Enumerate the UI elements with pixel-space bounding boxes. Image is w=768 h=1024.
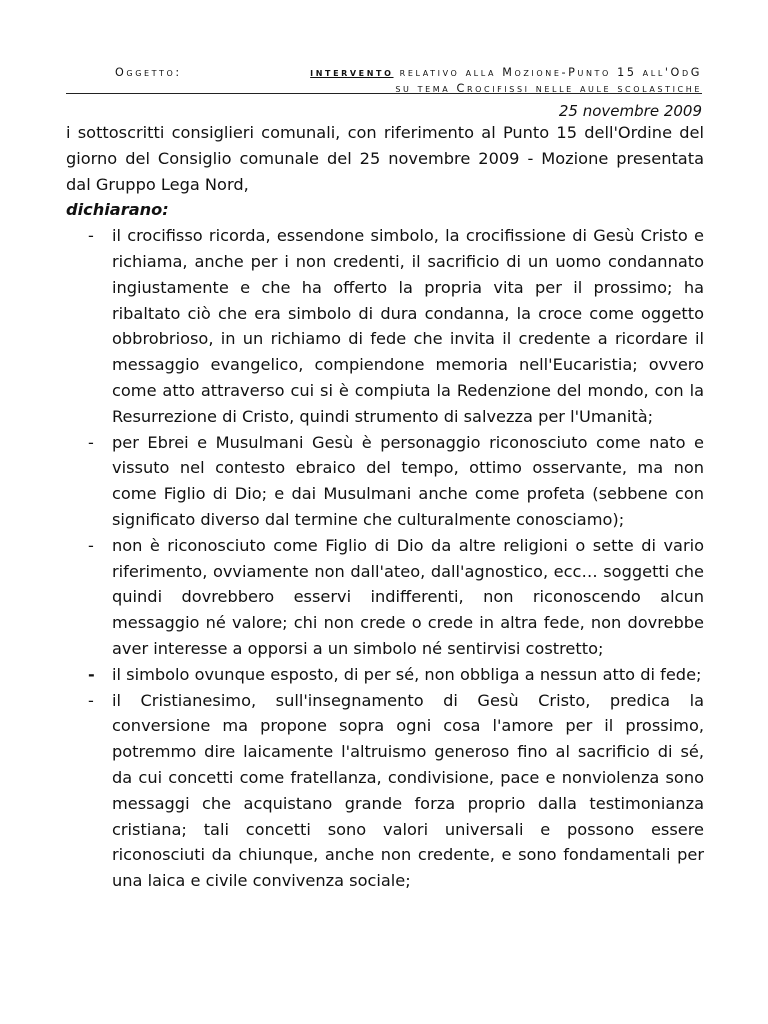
list-item-text: per Ebrei e Musulmani Gesù è personaggio riconosciuto come nato e vissuto nel contesto ebraico del tempo, ottimo osservante, ma non come Figlio di Dio; e dai Musulmani anche come profeta (sebbene con significato diverso dal termine che culturalmente conosciamo); [112,432,704,529]
subject-rest: relativo alla Mozione-Punto 15 all'OdG [393,66,702,79]
list-bullet: - [88,690,94,710]
subject-text [310,66,702,80]
list-item [66,430,704,533]
list-bullet: - [88,664,95,684]
document-body [66,120,704,894]
intro-paragraph: i sottoscritti consiglieri comunali, con riferimento al Punto 15 dell'Ordine del giorno del Consiglio comunale del 25 novembre 2009 - Mozione presentata dal Gruppo Lega Nord, [66,123,704,194]
declaration-list [66,223,704,894]
list-item-text: il crocifisso ricorda, essendone simbolo, la crocifissione di Gesù Cristo e richiama, anche per i non credenti, il sacrificio di un uomo condannato ingiustamente e che ha offerto la propria vita per il prossimo; ha ribaltato ciò che era simbolo di dura condanna, la croce come oggetto obbrobrioso, in un richiamo di fede che invita il credente a ricordare il messaggio evangelico, compiendone memoria nell'Eucaristia; ovvero come atto attraverso cui si è compiuta la Redenzione del mondo, con la Resurrezione di Cristo, quindi strumento di salvezza per l'Umanità; [112,226,704,426]
list-bullet: - [88,432,94,452]
list-item [66,223,704,429]
subject-label: Oggetto: [115,66,182,79]
list-item-text: il Cristianesimo, sull'insegnamento di Gesù Cristo, predica la conversione ma propone sopra ogni cosa l'amore per il prossimo, potremmo dire laicamente l'altruismo generoso fino al sacrificio di sé, da cui concetti come fratellanza, condivisione, pace e nonviolenza sono messaggi che acquistano grande forza proprio dalla testimonianza cristiana; tali concetti sono valori universali e possono essere riconosciuti da chiunque, anche non credente, e sono fondamentali per una laica e civile convivenza sociale; [112,690,704,891]
document-header [66,66,702,94]
subject-keyword: intervento [310,66,394,79]
list-item [66,533,704,662]
document-date: 25 novembre 2009 [558,102,702,120]
subject-topic: su tema Crocifissi nelle aule scolastiche [395,82,702,95]
list-item-text: non è riconosciuto come Figlio di Dio da altre religioni o sette di vario riferimento, ovviamente non dall'ateo, dall'agnostico, ecc… soggetti che quindi dovrebbero esservi indifferenti, non riconoscendo alcun messaggio né valore; chi non crede o crede in altra fede, non dovrebbe aver interesse a opporsi a un simbolo né sentirvisi costretto; [112,535,704,658]
declaration-heading: dichiarano: [66,200,169,220]
list-bullet: - [88,535,94,555]
list-bullet: - [88,226,94,246]
list-item [66,662,704,688]
list-item [66,688,704,894]
list-item-text: il simbolo ovunque esposto, di per sé, non obbliga a nessun atto di fede; [112,664,702,684]
subject-line [66,66,702,80]
